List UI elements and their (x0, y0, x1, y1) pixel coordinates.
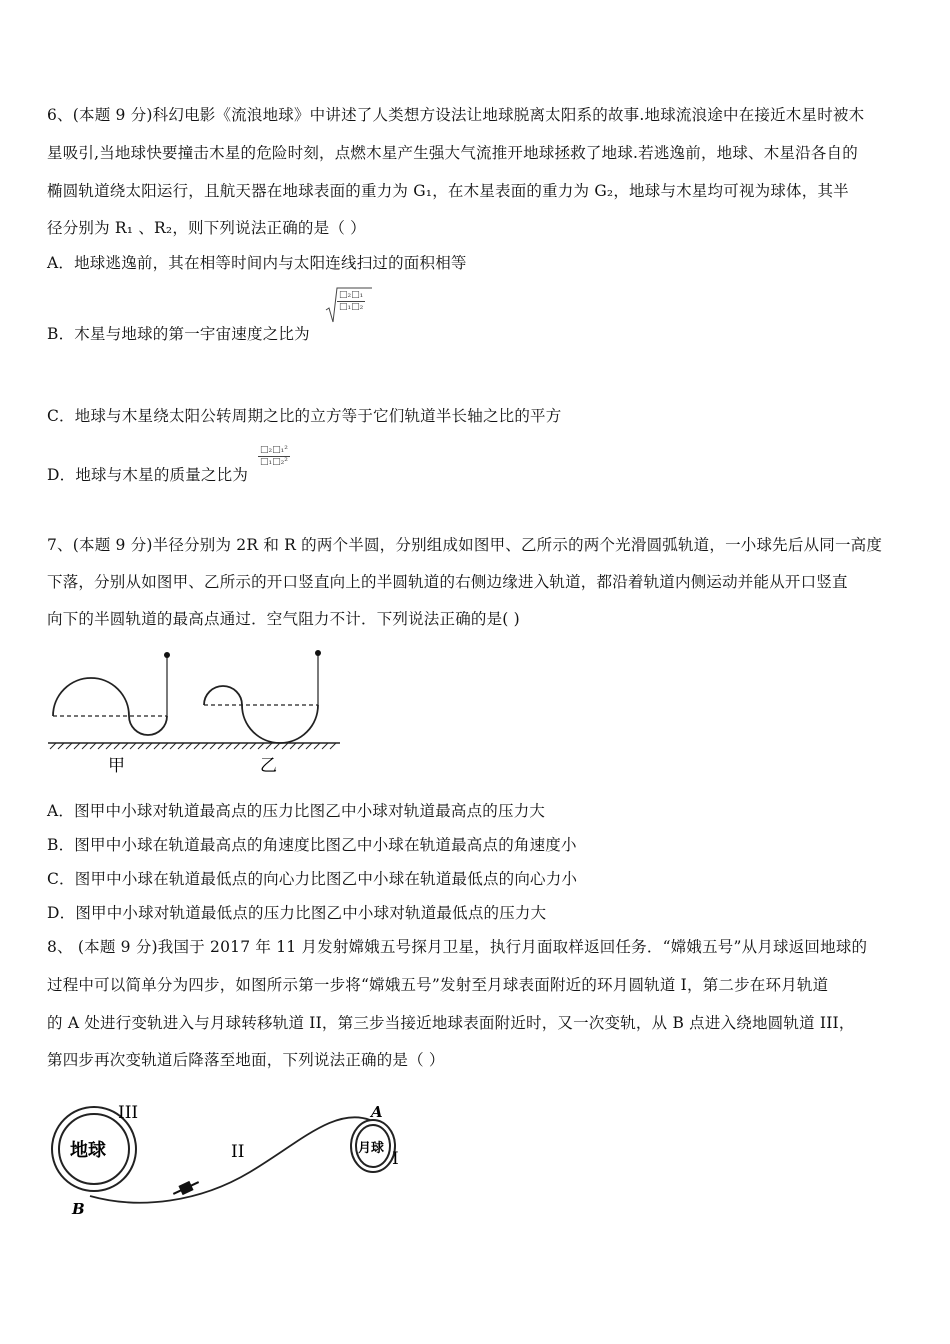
point-B-label: B (72, 1200, 85, 1218)
formula-d-den: □₁□₂² (260, 457, 288, 467)
q6-line-2: 星吸引,当地球快要撞击木星的危险时刻，点燃木星产生强大气流推开地球拯救了地球.若逃逸前，地球、木星沿各自的 (47, 144, 858, 162)
formula-b-sqrt (325, 286, 373, 330)
q7-line-1: 7、(本题 9 分)半径分别为 2R 和 R 的两个半圆，分别组成如图甲、乙所示的两个光滑圆弧轨道，一小球先后从同一高度 (47, 536, 883, 554)
earth-label: 地球 (70, 1140, 106, 1161)
formula-d (258, 445, 290, 468)
q8-figure (50, 1092, 420, 1231)
label-yi: 乙 (260, 756, 277, 776)
ground-hatch (50, 743, 336, 749)
q6-option-b: B．木星与地球的第一宇宙速度之比为 (47, 325, 310, 343)
jia-lower-arc (129, 716, 167, 735)
q7-option-b: B．图甲中小球在轨道最高点的角速度比图乙中小球在轨道最高点的角速度小 (47, 836, 577, 854)
q7-figure (44, 643, 344, 787)
q6-line-4: 径分别为 R₁ 、R₂，则下列说法正确的是（ ） (47, 219, 366, 237)
q7-option-a: A．图甲中小球对轨道最高点的压力比图乙中小球对轨道最高点的压力大 (47, 802, 546, 820)
q8-line-4: 第四步再次变轨道后降落至地面，下列说法正确的是（ ） (47, 1051, 445, 1069)
orbit-III-label: III (118, 1103, 139, 1123)
q7-option-d: D．图甲中小球对轨道最低点的压力比图乙中小球对轨道最低点的压力大 (47, 904, 547, 922)
q6-option-c: C．地球与木星绕太阳公转周期之比的立方等于它们轨道半长轴之比的平方 (47, 407, 562, 425)
q7-option-c: C．图甲中小球在轨道最低点的向心力比图乙中小球在轨道最低点的向心力小 (47, 870, 578, 888)
label-jia: 甲 (108, 756, 125, 776)
jia-upper-arc (53, 678, 129, 716)
q8-line-2: 过程中可以简单分为四步，如图所示第一步将“嫦娥五号”发射至月球表面附近的环月圆轨道 I，第二步在环月轨道 (47, 976, 829, 994)
formula-b-den: □₁□₂ (339, 302, 364, 312)
q6-option-d: D．地球与木星的质量之比为 (47, 466, 249, 484)
q6-option-a: A．地球逃逸前，其在相等时间内与太阳连线扫过的面积相等 (47, 254, 467, 272)
q8-line-3: 的 A 处进行变轨进入与月球转移轨道 II，第三步当接近地球表面附近时，又一次变轨，从 B 点进入绕地圆轨道 III， (47, 1014, 855, 1032)
q7-line-3: 向下的半圆轨道的最高点通过．空气阻力不计．下列说法正确的是( ) (47, 610, 520, 628)
orbit-II-label: II (231, 1142, 245, 1162)
formula-b-num: □₂□₁ (339, 290, 364, 300)
q6-line-3: 椭圆轨道绕太阳运行，且航天器在地球表面的重力为 G₁，在木星表面的重力为 G₂，地球与木星均可视为球体，其半 (47, 182, 849, 200)
formula-d-num: □₂□₁² (260, 445, 288, 455)
yi-ball (315, 650, 321, 656)
q6-line-1: 6、(本题 9 分)科幻电影《流浪地球》中讲述了人类想方设法让地球脱离太阳系的故事.地球流浪途中在接近木星时被木 (47, 106, 865, 124)
yi-lower-arc (242, 705, 318, 743)
yi-upper-arc (204, 686, 242, 705)
q8-line-1: 8、 (本题 9 分)我国于 2017 年 11 月发射嫦娥五号探月卫星，执行月面取样返回任务．“嫦娥五号”从月球返回地球的 (47, 938, 868, 956)
point-A-label: A (371, 1103, 383, 1121)
jia-ball (164, 652, 170, 658)
orbit-I-label: I (392, 1149, 399, 1169)
q7-line-2: 下落，分别从如图甲、乙所示的开口竖直向上的半圆轨道的右侧边缘进入轨道，都沿着轨道内侧运动并能从开口竖直 (47, 573, 848, 591)
moon-label: 月球 (358, 1141, 385, 1156)
